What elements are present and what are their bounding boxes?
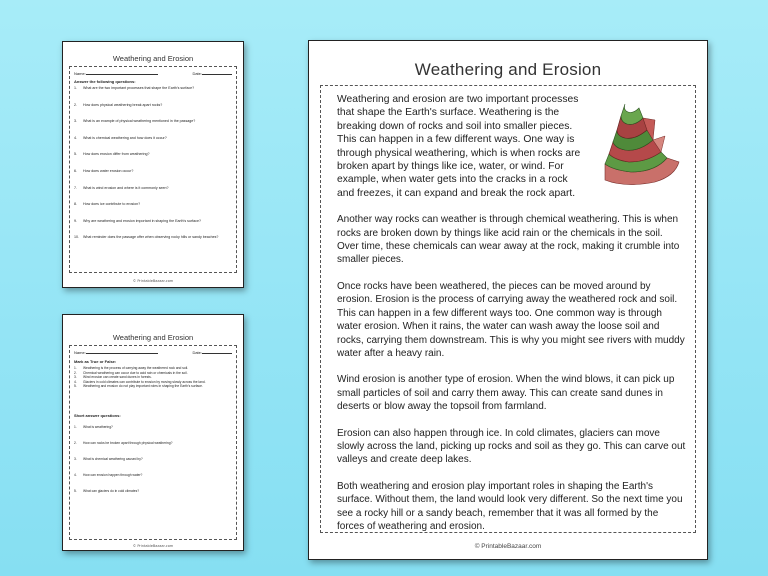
passage-body: [337, 93, 687, 546]
question-item: [74, 152, 232, 169]
item-text: What are the two important processes that shape the Earth's surface?: [83, 86, 195, 90]
item-number: 8.: [74, 202, 77, 207]
name-label: Name:: [74, 71, 86, 76]
item-number: 3.: [74, 119, 77, 124]
name-date-row: [74, 71, 232, 76]
item-text: Glaciers in cold climates can contribute to erosion by moving slowly across the land.: [83, 379, 206, 384]
item-number: 2.: [74, 440, 77, 445]
item-text: What is chemical weathering caused by?: [83, 456, 143, 461]
question-item: [74, 119, 232, 136]
item-text: How can erosion happen through water?: [83, 472, 143, 477]
date-field[interactable]: [192, 350, 232, 355]
passage-paragraph: Once rocks have been weathered, the pieces can be moved around by erosion. Erosion is the process of carrying away the weathered rock and soil. This can happen in a few different ways too. One common way is through water erosion. When it rains, the water can wash away the loose soil and rocks, carrying them downstream. This is why you might see rivers with muddy water after a heavy rain.: [337, 280, 685, 359]
item-number: 3.: [74, 456, 77, 461]
passage-paragraph: Erosion can also happen through ice. In cold climates, glaciers can move slowly across the land, picking up rocks and soil as they go. This can carve out valleys and create deep lakes.: [337, 427, 686, 466]
date-label: Date:: [192, 71, 202, 76]
date-field[interactable]: [192, 71, 232, 76]
worksheet-footer: © PrintableBazaar.com: [132, 544, 174, 548]
item-text: How does ice contribute to erosion?: [83, 202, 141, 207]
question-item: [74, 136, 232, 153]
item-text: How does physical weathering break apart rocks?: [83, 102, 163, 107]
date-label: Date:: [192, 350, 202, 355]
question-item: [74, 103, 232, 120]
worksheet-questions: [62, 41, 244, 288]
item-text: What is chemical weathering and how does it occur?: [83, 135, 167, 140]
item-text: What reminder does the passage offer when observing rocky hills or sandy beaches?: [83, 235, 219, 240]
item-number: 1.: [74, 86, 77, 90]
worksheet-footer: © PrintableBazaar.com: [132, 279, 174, 283]
item-text: What is weathering?: [83, 424, 113, 429]
true-false-list: [74, 366, 232, 389]
question-list: [74, 86, 232, 252]
short-answer-item: [74, 489, 232, 505]
item-text: How does water erosion occur?: [83, 168, 134, 173]
item-number: 4.: [74, 135, 77, 140]
passage-paragraph: Weathering and erosion are two important processes that shape the Earth's surface. Weathering is the breaking down of rocks and soil into smaller pieces. This can happen in a few different ways. One way is through physical weathering, which is when rocks are broken apart by things like ice, water, or wind. For example, when water gets into the cracks in a rock and freezes, it can expand and break the rock apart.: [337, 94, 581, 199]
question-item: [74, 186, 232, 203]
name-label: Name:: [74, 350, 86, 355]
question-item: [74, 86, 232, 103]
worksheet-title: Weathering and Erosion: [112, 54, 194, 63]
item-number: 5.: [74, 384, 77, 389]
item-number: 9.: [74, 218, 77, 223]
item-text: Weathering is the process of carrying away the weathered rock and soil.: [83, 366, 189, 370]
passage-footer: © PrintableBazaar.com: [474, 543, 542, 550]
item-number: 1.: [74, 424, 77, 429]
item-text: What is wind erosion and where is it commonly seen?: [83, 185, 169, 190]
worksheet-title: Weathering and Erosion: [112, 333, 194, 342]
worksheet-border: [69, 345, 237, 540]
passage-paragraph: Wind erosion is another type of erosion. When the wind blows, it can pick up small particles of soil and carry them away. This can create sand dunes in deserts or blow away the topsoil from farmland.: [337, 374, 675, 413]
item-text: Wind erosion can create sand dunes in forests.: [83, 375, 152, 380]
question-item: [74, 202, 232, 219]
item-text: What is an example of physical weathering mentioned in the passage?: [83, 119, 196, 124]
question-item: [74, 235, 232, 252]
name-field[interactable]: [74, 350, 158, 355]
item-text: Weathering and erosion do not play important roles in shaping the Earth's surface.: [83, 384, 203, 389]
question-item: [74, 219, 232, 236]
item-text: What can glaciers do in cold climates?: [83, 488, 140, 493]
passage-paragraph: Both weathering and erosion play important roles in shaping the Earth's surface. Without them, the land would look very different. So the next time you see a rocky hill or a sandy beach, remember that it was all formed by the forces of weathering and erosion.: [337, 480, 683, 532]
item-number: 1.: [74, 366, 77, 370]
worksheet-border: [69, 66, 237, 273]
worksheet-content: [74, 71, 232, 252]
short-answer-item: [74, 473, 232, 489]
reading-passage-sheet: [308, 40, 708, 560]
questions-heading: Answer the following questions:: [74, 79, 136, 84]
item-number: 2.: [74, 102, 77, 107]
short-answer-item: [74, 457, 232, 473]
item-number: 10.: [74, 235, 79, 240]
worksheet-true-false: [62, 314, 244, 551]
passage-border: [320, 85, 696, 533]
true-false-item: [74, 384, 232, 389]
true-false-heading: Mark as True or False:: [74, 359, 117, 364]
item-text: Why are weathering and erosion important in shaping the Earth's surface?: [83, 218, 201, 223]
item-number: 5.: [74, 488, 77, 493]
item-number: 4.: [74, 379, 77, 384]
item-number: 2.: [74, 370, 77, 375]
short-answer-list: [74, 425, 232, 505]
name-field[interactable]: [74, 71, 158, 76]
item-number: 5.: [74, 152, 77, 157]
item-number: 7.: [74, 185, 77, 190]
item-text: Chemical weathering can occur due to acid rain or chemicals in the soil.: [83, 370, 188, 375]
item-text: How can rocks be broken apart through physical weathering?: [83, 440, 173, 445]
passage-title: Weathering and Erosion: [414, 60, 602, 79]
short-answer-heading: Short answer questions:: [74, 412, 121, 418]
passage-paragraph: Another way rocks can weather is through chemical weathering. This is when rocks are broken down by things like acid rain or the chemicals in the soil. Over time, these chemicals can wear away at the rock, making it crumble into smaller pieces.: [337, 214, 680, 266]
question-item: [74, 169, 232, 186]
name-date-row: [74, 350, 232, 355]
short-answer-item: [74, 425, 232, 441]
item-text: How does erosion differ from weathering?: [83, 152, 150, 157]
worksheet-content: [74, 350, 232, 505]
item-number: 3.: [74, 375, 77, 380]
item-number: 6.: [74, 168, 77, 173]
item-number: 4.: [74, 472, 77, 477]
short-answer-item: [74, 441, 232, 457]
